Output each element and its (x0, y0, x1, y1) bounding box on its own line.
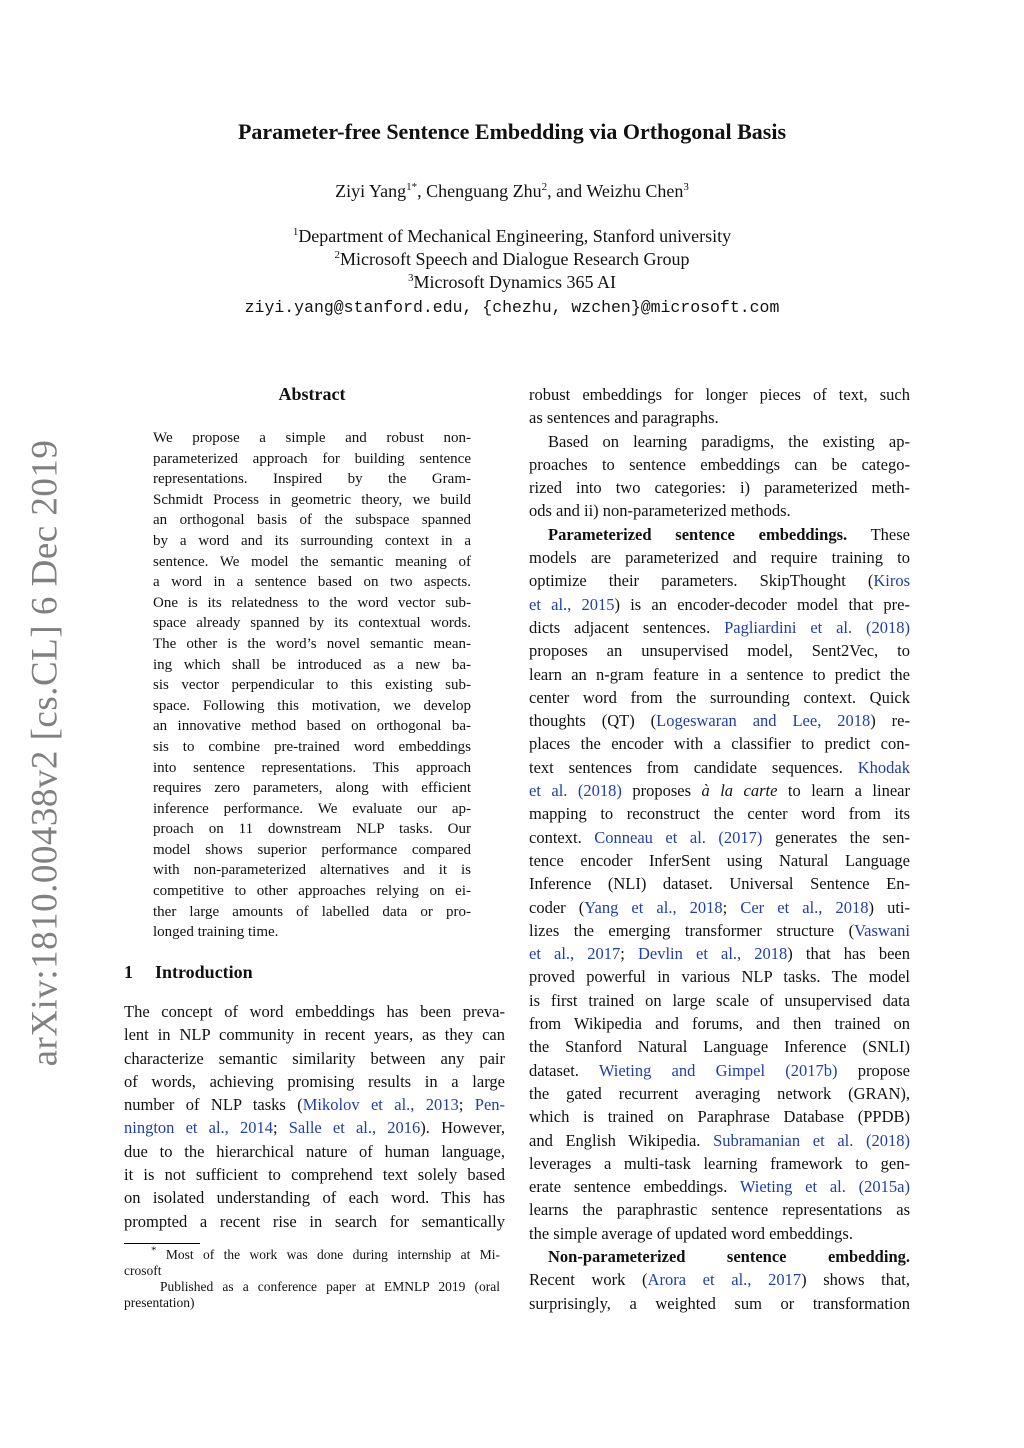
text-span: ) shows that, (801, 1270, 911, 1290)
affiliation-text: Department of Mechanical Engineering, Stanford university (298, 226, 732, 246)
abstract-body (153, 428, 471, 943)
section-number: 1 (124, 962, 133, 982)
author-separator: , (417, 181, 427, 201)
text-span: ) that has been (787, 944, 910, 964)
paper-title: Parameter-free Sentence Embedding via Orthogonal Basis (237, 119, 787, 144)
citation-link[interactable]: Vaswani (854, 920, 910, 940)
citation-link[interactable]: Wieting and Gimpel (2017b) (598, 1060, 838, 1080)
text-span: dataset. (529, 1060, 599, 1080)
citation-link[interactable]: et al., 2015 (529, 594, 615, 614)
abstract-line: inference performance. We evaluate our ap- (153, 800, 471, 817)
author-affiliation-mark: 3 (683, 181, 689, 193)
affiliation (0, 226, 1024, 247)
citation-link[interactable]: et al., 2017 (529, 944, 621, 964)
text-span: to learn a linear (777, 781, 910, 801)
text-line: of words, achieving promising results in a large (124, 1071, 505, 1091)
text-span: ). However, (420, 1118, 506, 1138)
text-line: mapping to reconstruct the center word from its (529, 804, 910, 824)
abstract-line: ther large amounts of labelled data or pro- (153, 903, 471, 920)
text-line: ods and ii) non-parameterized methods. (529, 501, 791, 521)
text-line: leverages a multi-task learning framework to gen- (529, 1153, 910, 1173)
citation-link[interactable]: Salle et al., 2016 (288, 1118, 421, 1138)
abstract-heading: Abstract (278, 384, 346, 404)
abstract-line: requires zero parameters, along with efficient (153, 780, 471, 797)
section-title: Introduction (155, 962, 253, 982)
abstract-line: by a word and its surrounding context in a (153, 532, 471, 549)
text-span: ; (272, 1118, 289, 1138)
text-line: proaches to sentence embeddings can be catego- (529, 454, 910, 474)
abstract-line: sentence. We model the semantic meaning of (153, 553, 471, 570)
text-line: due to the hierarchical nature of human language, (124, 1141, 505, 1161)
text-line: center word from the surrounding context. Quick (529, 687, 910, 707)
text-line: surprisingly, a weighted sum or transformation (529, 1293, 910, 1313)
abstract-line: We propose a simple and robust non- (153, 430, 471, 446)
text-span: These (847, 524, 910, 544)
section-heading (124, 962, 253, 983)
abstract-line: a word in a sentence based on two aspects. (153, 574, 471, 591)
text-span: text sentences from candidate sequences. (529, 757, 858, 777)
text-span: proposes (621, 781, 702, 801)
abstract-line: space. Following this motivation, we develop (153, 697, 471, 714)
author-name: Weizhu Chen (586, 181, 684, 201)
text-line (529, 616, 910, 639)
text-line: on isolated understanding of each word. This has (124, 1188, 505, 1208)
abstract-line: space already spanned by its contextual words. (153, 615, 471, 632)
text-line (124, 1093, 505, 1116)
text-line: Inference (NLI) dataset. Universal Sentence En- (529, 874, 910, 894)
text-line: models are parameterized and require training to (529, 548, 910, 568)
text-line (529, 1268, 910, 1291)
text-line: rized into two categories: i) parameterized meth- (529, 478, 910, 498)
text-line (529, 1059, 910, 1082)
citation-link[interactable]: Arora et al., 2017 (647, 1270, 802, 1290)
author-emails: ziyi.yang@stanford.edu, {chezhu, wzchen}@microsoft.com (244, 298, 780, 317)
citation-link[interactable]: nington et al., 2014 (124, 1118, 273, 1138)
text-line (529, 1129, 910, 1152)
author-name: Ziyi Yang (335, 181, 407, 201)
citation-link[interactable]: et al. (2018) (529, 781, 622, 801)
citation-link[interactable]: Yang et al., 2018 (584, 897, 723, 917)
author-affiliation-mark: 2 (541, 181, 548, 193)
author-separator: , and (547, 181, 587, 201)
text-line: learn an n-gram feature in a sentence to predict the (529, 664, 910, 684)
text-line (529, 896, 910, 919)
text-span: ) re- (870, 711, 910, 731)
citation-link[interactable]: Pen- (474, 1095, 506, 1115)
text-line: characterize semantic similarity between any pair (124, 1048, 505, 1068)
text-span: context. (529, 827, 595, 847)
author-list (0, 181, 1024, 202)
text-line: lent in NLP community in recent years, as they can (124, 1025, 505, 1045)
citation-link[interactable]: Pagliardini et al. (2018) (724, 617, 910, 637)
abstract-line: Schmidt Process in geometric theory, we build (153, 491, 471, 508)
abstract-line: longed training time. (153, 924, 279, 941)
text-span: ; (620, 944, 638, 964)
text-span: ) is an encoder-decoder model that pre- (614, 594, 910, 614)
affiliation-mark: 3 (408, 272, 414, 284)
affiliation (0, 272, 1024, 293)
footnote-line: crosoft (124, 1263, 162, 1278)
citation-link[interactable]: Cer et al., 2018 (740, 897, 869, 917)
text-line (529, 523, 910, 546)
text-line: proved powerful in various NLP tasks. The model (529, 967, 910, 987)
abstract-line: parameterized approach for building sentence (153, 450, 471, 467)
text-span: generates the sen- (762, 827, 910, 847)
footnotes (124, 1244, 500, 1311)
citation-link[interactable]: Mikolov et al., 2013 (302, 1095, 459, 1115)
citation-link[interactable]: Khodak (857, 757, 910, 777)
abstract-line: ing which shall be introduced as a new ba- (153, 656, 471, 673)
text-span: number of NLP tasks ( (124, 1095, 303, 1115)
right-column-body (529, 383, 910, 1315)
footnote-mark: * (151, 1244, 157, 1257)
text-span: ; (722, 897, 741, 917)
text-line: tence encoder InferSent using Natural Language (529, 850, 910, 870)
affiliation-mark: 2 (334, 249, 341, 261)
text-line: the simple average of updated word embeddings. (529, 1223, 853, 1243)
text-line: places the encoder with a classifier to predict con- (529, 734, 910, 754)
abstract-line: sis vector perpendicular to this existing sub- (153, 677, 471, 694)
text-span: coder ( (529, 897, 585, 917)
text-line (529, 569, 910, 592)
author-affiliation-mark: 1* (406, 181, 418, 193)
text-span: thoughts (QT) ( (529, 711, 657, 731)
citation-link[interactable]: Conneau et al. (2017) (594, 827, 763, 847)
affiliation-text: Microsoft Dynamics 365 AI (413, 272, 616, 292)
footnote-line: Published as a conference paper at EMNLP 2019 (oral (160, 1279, 500, 1294)
abstract-line: model shows superior performance compared (153, 841, 471, 858)
abstract-line: sis to combine pre-trained word embeddings (153, 738, 471, 755)
abstract-line: The other is the word’s novel semantic mean- (153, 635, 471, 652)
abstract-line: into sentence representations. This approach (153, 759, 471, 776)
citation-link[interactable]: Subramanian et al. (2018) (713, 1130, 910, 1150)
text-line: it is not sufficient to comprehend text solely based (124, 1165, 505, 1185)
abstract-line: representations. Inspired by the Gram- (153, 471, 471, 488)
text-span: optimize their parameters. SkipThought ( (529, 571, 874, 591)
text-line: Based on learning paradigms, the existing ap- (548, 431, 910, 451)
abstract-line: One is its relatedness to the word vector sub- (153, 594, 471, 611)
text-line (529, 593, 910, 616)
text-span: Recent work ( (529, 1270, 648, 1290)
citation-link[interactable]: Wieting et al. (2015a) (739, 1177, 910, 1197)
text-line: as sentences and paragraphs. (529, 408, 719, 428)
paragraph-heading: Parameterized sentence embeddings. (548, 524, 848, 544)
text-line: proposes an unsupervised model, Sent2Vec, to (529, 641, 910, 661)
text-line (529, 1175, 910, 1198)
abstract-line: an innovative method based on orthogonal ba- (153, 718, 471, 735)
text-span: dicts adjacent sentences. (529, 617, 725, 637)
footnote-line: presentation) (124, 1295, 195, 1310)
text-line (529, 942, 910, 965)
abstract-line: competitive to other approaches relying on ei- (153, 883, 471, 900)
citation-link[interactable]: Kiros (873, 571, 910, 591)
arxiv-id-text: arXiv:1810.00438v2 [cs.CL] 6 Dec 2019 (24, 439, 66, 1067)
text-line: The concept of word embeddings has been preva- (124, 1002, 505, 1021)
abstract-line: an orthogonal basis of the subspace spanned (153, 512, 471, 529)
text-line: the Stanford Natural Language Inference (SNLI) (529, 1037, 910, 1057)
text-line (529, 756, 910, 779)
text-line: is first trained on large scale of unsupervised data (529, 990, 910, 1010)
text-line: which is trained on Paraphrase Database (PPDB) (529, 1107, 910, 1127)
citation-link[interactable]: Logeswaran and Lee, 2018 (656, 711, 871, 731)
author-name: Chenguang Zhu (426, 181, 542, 201)
text-line: the gated recurrent averaging network (GRAN), (529, 1083, 910, 1103)
text-line (529, 779, 910, 802)
left-column-body (124, 1000, 505, 1233)
affiliation-text: Microsoft Speech and Dialogue Research Group (340, 249, 690, 269)
abstract-line: with non-parameterized alternatives and it is (153, 862, 471, 879)
text-line: learns the paraphrastic sentence representations as (529, 1200, 910, 1220)
text-line: from Wikipedia and forums, and then trained on (529, 1014, 910, 1034)
text-span: propose (837, 1060, 910, 1080)
text-line: prompted a recent rise in search for semantically (124, 1211, 505, 1231)
text-span: erate sentence embeddings. (529, 1177, 740, 1197)
arxiv-identifier-stamp (20, 439, 70, 1067)
text-line: robust embeddings for longer pieces of text, such (529, 385, 910, 404)
affiliation-mark: 1 (292, 226, 299, 238)
text-line (529, 826, 910, 849)
text-line (529, 709, 910, 732)
text-span: ) uti- (868, 897, 910, 917)
text-span: and English Wikipedia. (529, 1130, 714, 1150)
citation-link[interactable]: Devlin et al., 2018 (637, 944, 788, 964)
footnote-rule (124, 1243, 200, 1244)
emphasis-text: à la carte (701, 781, 778, 801)
footnote-text: Most of the work was done during internship at Mi- (156, 1247, 500, 1262)
text-line (529, 919, 910, 942)
affiliation (0, 249, 1024, 270)
text-span: ; (458, 1095, 475, 1115)
text-line (124, 1116, 505, 1139)
text-span: lizes the emerging transformer structure ( (529, 920, 855, 940)
paragraph-heading: Non-parameterized sentence embedding. (548, 1246, 910, 1266)
abstract-line: proach on 11 downstream NLP tasks. Our (153, 821, 471, 838)
footnote-line (124, 1244, 500, 1263)
